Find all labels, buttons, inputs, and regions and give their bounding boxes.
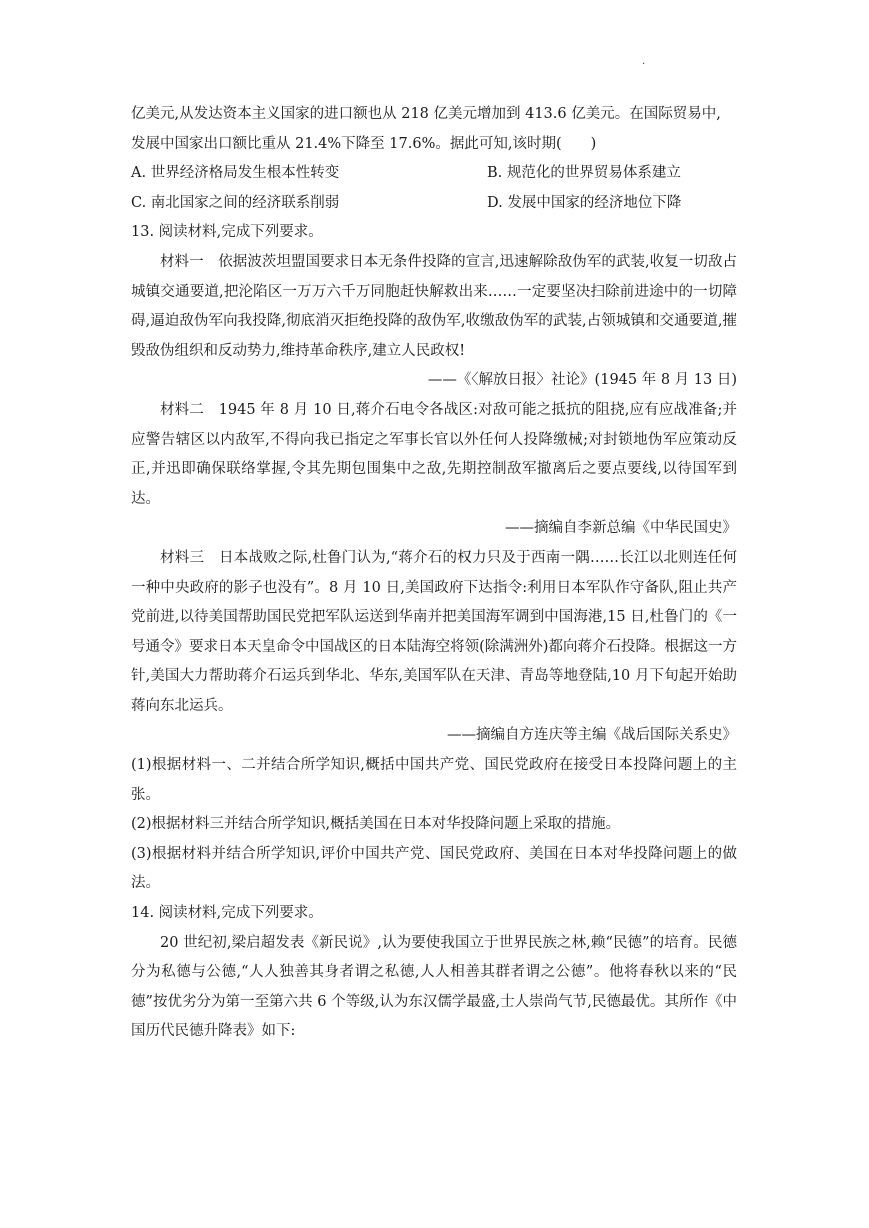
- q13-material-1: 材料一 依据波茨坦盟国要求日本无条件投降的宣言,迅速解除敌伪军的武装,收复一切敌占城镇交通要道,把沦陷区一万万六千万同胞赶快解救出来……一定要坚决扫除前进途中的一切障碍,逼迫敌伪军向我投降,彻底消灭拒绝投降的敌伪军,收缴敌伪军的武装,占领城镇和交通要道,摧毁敌伪组织和反动势力,维持革命秩序,建立人民政权!: [131, 253, 737, 359]
- q12-option-d: D. 发展中国家的经济地位下降: [487, 194, 682, 211]
- q12-option-c: C. 南北国家之间的经济联系削弱: [131, 194, 340, 211]
- document-body: [131, 100, 737, 1047]
- q13-source-3: ——摘编自方连庆等主编《战后国际关系史》: [447, 727, 737, 744]
- q12-option-b: B. 规范化的世界贸易体系建立: [487, 165, 681, 182]
- q12-continuation-line2: 发展中国家出口额比重从 21.4%下降至 17.6%。据此可知,该时期( ): [131, 135, 597, 152]
- q13-subquestion-3: (3)根据材料并结合所学知识,评价中国共产党、国民党政府、美国在日本对华投降问题上的做法。: [131, 845, 737, 892]
- page-dot: .: [642, 56, 646, 67]
- q13-subquestion-2: (2)根据材料三并结合所学知识,概括美国在日本对华投降问题上采取的措施。: [131, 816, 621, 833]
- q12-continuation-line1: 亿美元,从发达资本主义国家的进口额也从 218 亿美元增加到 413.6 亿美元。在国际贸易中,: [131, 106, 721, 122]
- q13-subquestion-1: (1)根据材料一、二并结合所学知识,概括中国共产党、国民党政府在接受日本投降问题上的主张。: [131, 757, 737, 803]
- q13-stem: 13. 阅读材料,完成下列要求。: [131, 224, 323, 241]
- q13-source-1: ——《〈解放日报〉社论》(1945 年 8 月 13 日): [427, 372, 737, 389]
- q14-paragraph: 20 世纪初,梁启超发表《新民说》,认为要使我国立于世界民族之林,赖“民德”的培育。民德分为私德与公德,“人人独善其身者谓之私德,人人相善其群者谓之公德”。他将春秋以来的“民德”按优劣分为第一至第六共 6 个等级,认为东汉儒学最盛,士人崇尚气节,民德最优。其所作《中国历代民德升降表》如下:: [131, 934, 737, 1040]
- q12-options-row2: [131, 189, 737, 219]
- q13-material-3: 材料三 日本战败之际,杜鲁门认为,“蒋介石的权力只及于西南一隅……长江以北则连任何一种中央政府的影子也没有”。8 月 10 日,美国政府下达指令:利用日本军队作守备队,阻止共产党前进,以待美国帮助国民党把军队运送到华南并把美国海军调到中国海港,15 日,杜鲁门的《一号通令》要求日本天皇命令中国战区的日本陆海空将领(除满洲外)都向蒋介石投降。根据这一方针,美国大力帮助蒋介石运兵到华北、华东,美国军队在天津、青岛等地登陆,10 月下旬起开始助蒋向东北运兵。: [131, 549, 737, 714]
- q13-source-2: ——摘编自李新总编《中华民国史》: [505, 520, 737, 537]
- q14-stem: 14. 阅读材料,完成下列要求。: [131, 905, 323, 922]
- q13-material-2: 材料二 1945 年 8 月 10 日,蒋介石电令各战区:对敌可能之抵抗的阻挠,应有应战准备;并应警告辖区以内敌军,不得向我已指定之军事长官以外任何人投降缴械;对封锁地伪军应策动反正,并迅即确保联络掌握,令其先期包围集中之敌,先期控制敌军撤离后之要点要线,以待国军到达。: [131, 401, 737, 507]
- q12-options-row1: [131, 159, 737, 189]
- q12-option-a: A. 世界经济格局发生根本性转变: [131, 165, 340, 182]
